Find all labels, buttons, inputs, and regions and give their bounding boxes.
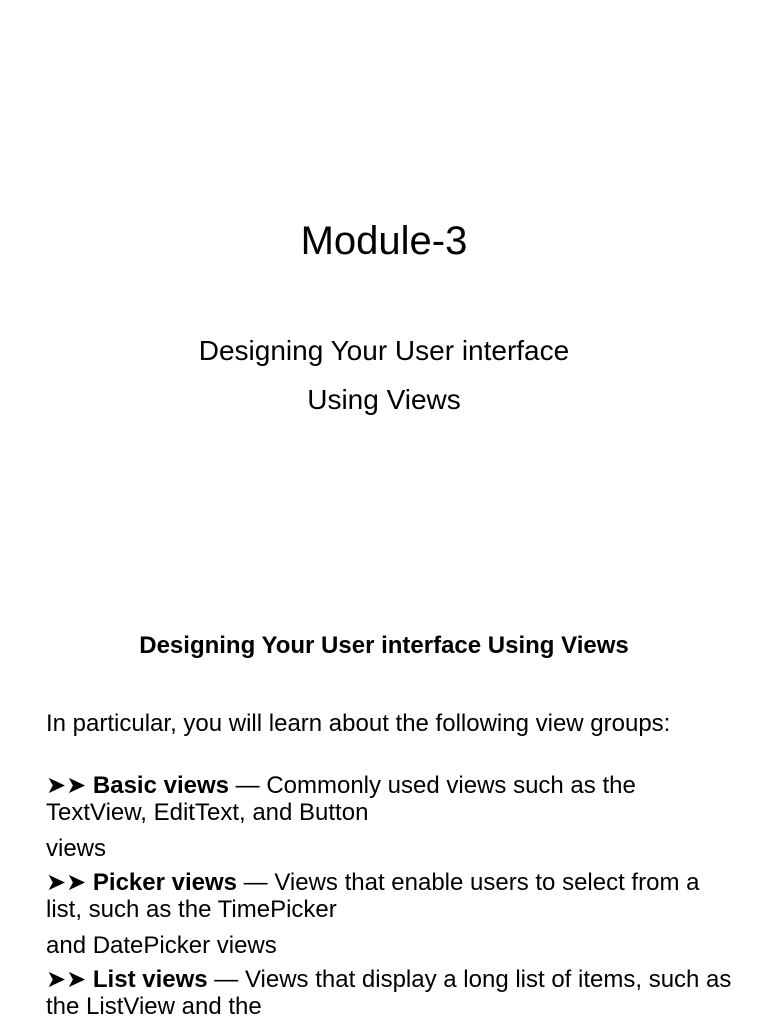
intro-paragraph: In particular, you will learn about the following view groups: [46,710,671,737]
bullet-continuation: views [46,835,107,862]
bullet-continuation: and DatePicker views [46,932,277,959]
bullet-term: Picker views [92,869,237,896]
subtitle-line-2: Using Views [307,384,461,415]
arrow-bullet-icon: ➤➤ [46,869,87,896]
subtitle-line-1: Designing Your User interface [198,335,570,366]
bullet-description: — Views that display a long list of items, such as the ListView and the [46,966,732,1020]
arrow-bullet-icon: ➤➤ [46,966,87,993]
content-slide [0,576,768,1024]
bullet-basic-views [46,772,736,826]
module-title: Module-3 [300,219,468,263]
arrow-bullet-icon: ➤➤ [46,772,87,799]
bullet-term: List views [92,966,208,993]
bullet-description: — Commonly used views such as the TextView, EditText, and Button [46,772,636,826]
bullet-list-views [46,966,736,1020]
bullet-term: Basic views [92,772,229,799]
bullet-description: — Views that enable users to select from a list, such as the TimePicker [46,869,700,923]
bullet-picker-views [46,869,736,923]
slide-heading: Designing Your User interface Using Views [139,632,629,659]
